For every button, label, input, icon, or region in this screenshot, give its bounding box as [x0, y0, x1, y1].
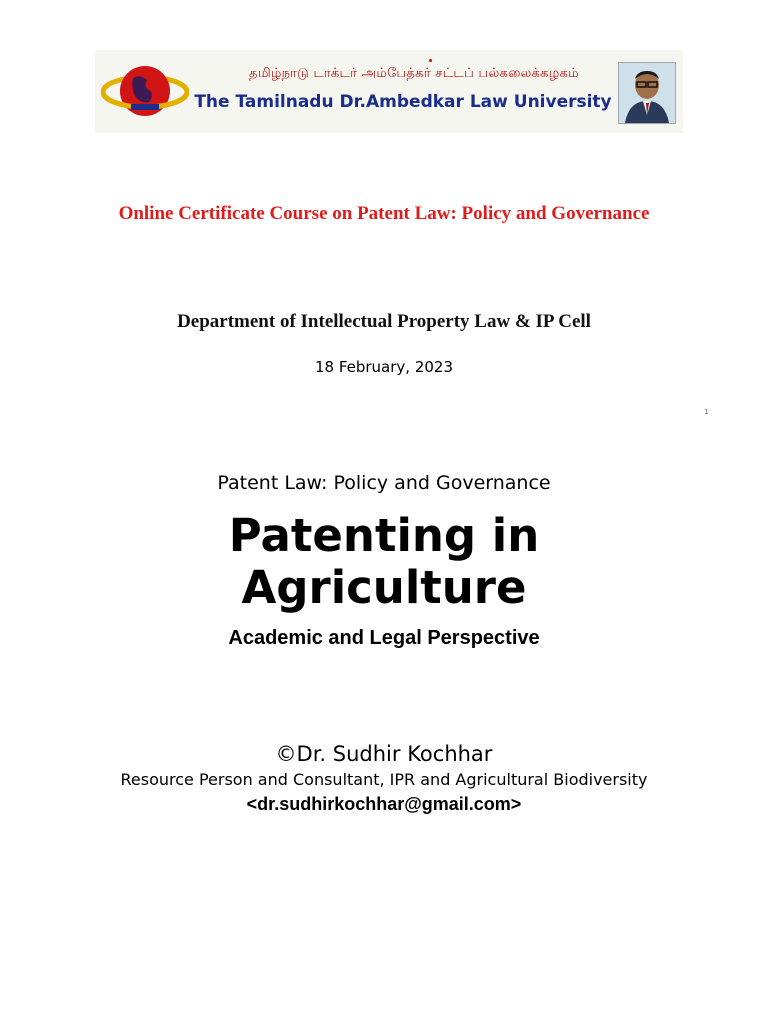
decorative-dot — [429, 59, 432, 62]
university-name-tamil: தமிழ்நாடு டாக்டர் அம்பேத்கர் சட்டப் பல்கலைக்கழகம் — [249, 66, 579, 81]
date: 18 February, 2023 — [314, 358, 454, 376]
page-number: 1 — [704, 408, 709, 416]
author-name: ©Dr. Sudhir Kochhar — [275, 742, 493, 766]
course-title: Online Certificate Course on Patent Law: Policy and Governance — [118, 203, 650, 224]
main-title — [0, 510, 768, 614]
university-logo — [101, 56, 189, 126]
subtitle: Academic and Legal Perspective — [228, 627, 540, 649]
main-title-line-2: Agriculture — [241, 561, 527, 614]
author-role: Resource Person and Consultant, IPR and Agricultural Biodiversity — [120, 770, 648, 789]
author-email[interactable]: <dr.sudhirkochhar@gmail.com> — [246, 794, 522, 814]
university-name-english: The Tamilnadu Dr.Ambedkar Law University — [194, 92, 612, 112]
series-title: Patent Law: Policy and Governance — [217, 472, 551, 494]
portrait-image — [618, 62, 676, 124]
department-name: Department of Intellectual Property Law & IP Cell — [177, 311, 591, 332]
main-title-line-1: Patenting in — [228, 509, 540, 562]
university-banner — [95, 50, 683, 133]
